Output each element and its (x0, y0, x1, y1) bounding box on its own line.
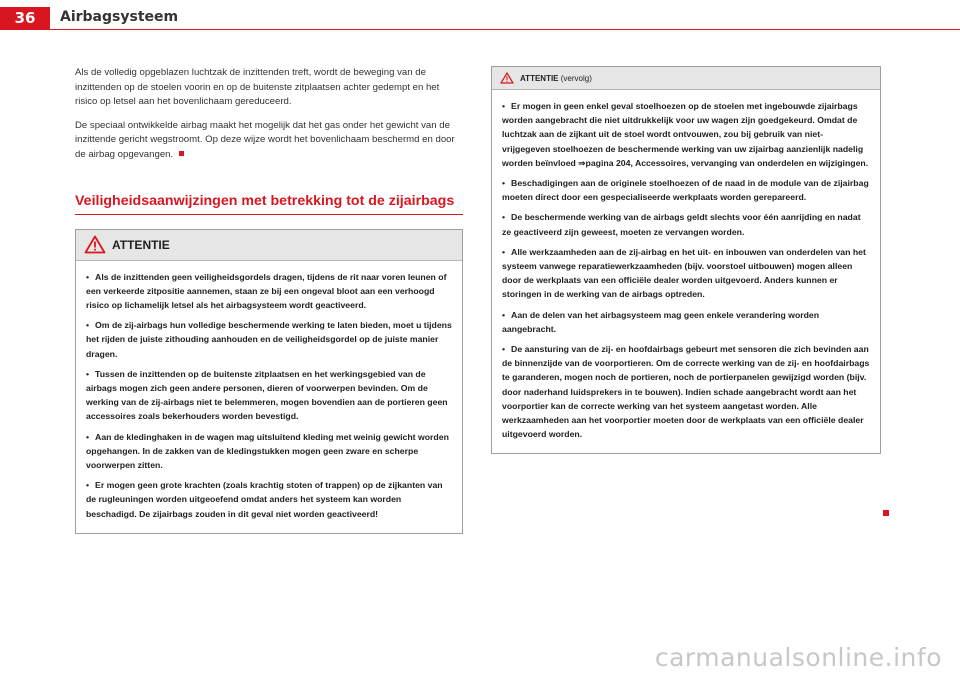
watermark: carmanualsonline.info (654, 643, 942, 672)
warning-triangle-icon (84, 235, 106, 254)
warning-header-continued (492, 67, 880, 90)
warning-item: • Alle werkzaamheden aan de zij-airbag en het uit- en inbouwen van onderdelen van het systeem vanwege reparatiewerkzaamheden (bijv. voorstoel uitbouwen) mogen alleen door de werkplaats van een officiële dealer worden uitgevoerd. Anders kunnen er storingen in de werking van de airbags optreden. (502, 246, 866, 300)
right-column (491, 66, 881, 454)
page-header (0, 0, 960, 30)
warning-item: • De beschermende werking van de airbags geldt slechts voor één aanrijding en nadat ze geactiveerd zijn geweest, moeten ze vervangen worden. (502, 212, 861, 237)
warning-body (76, 261, 462, 533)
warning-end-marker (883, 510, 889, 516)
intro-paragraph-2 (75, 119, 463, 163)
warning-box-left (75, 229, 463, 534)
page-number: 36 (0, 7, 50, 30)
section-end-marker (179, 151, 184, 156)
warning-title: ATTENTIE (112, 237, 170, 252)
header-rule (50, 29, 960, 30)
warning-body (492, 90, 880, 453)
page-title: Airbagsysteem (60, 9, 179, 25)
left-column (75, 66, 463, 534)
warning-item: • Als de inzittenden geen veiligheidsgordels dragen, tijdens de rit naar voren leunen of een verkeerde zitpositie aannemen, staan ze bij een ongeval bloot aan een verhoogd risico op lichamelijk letsel als het airbagsysteem wordt geactiveerd. (86, 271, 447, 310)
warning-item: • Er mogen geen grote krachten (zoals krachtig stoten of trappen) op de zijkanten van de rugleuningen worden uitgeoefend omdat anders het systeem kan worden beschadigd. De zijairbags zouden in dit geval niet worden geactiveerd! (86, 480, 443, 519)
warning-item: • Beschadigingen aan de originele stoelhoezen of de naad in de module van de zijairbag moeten direct door een gespecialiseerde werkplaats worden gerepareerd. (502, 178, 869, 203)
warning-triangle-icon (500, 72, 514, 84)
warning-item: • Er mogen in geen enkel geval stoelhoezen op de stoelen met ingebouwde zijairbags worden aangebracht die niet uitdrukkelijk voor uw wagen zijn goedgekeurd. Omdat de luchtzak aan de zijkant uit de stoel wordt ontvouwen, zou bij gebruik van niet-vrijgegeven stoelhoezen de beschermende werking van uw zijairbag aanzienlijk nadelig worden beïnvloed ⇒pagina 204, Accessoires, vervanging van onderdelen en wijzigingen. (502, 101, 869, 168)
section-heading: Veiligheidsaanwijzingen met betrekking tot de zijairbags (75, 193, 463, 215)
warning-item: • Aan de kledinghaken in de wagen mag uitsluitend kleding met weinig gewicht worden opgehangen. In de zakken van de kledingstukken mogen geen zware en scherpe voorwerpen zitten. (86, 431, 449, 470)
warning-item: • Aan de delen van het airbagsysteem mag geen enkele verandering worden aangebracht. (502, 309, 820, 334)
warning-title: ATTENTIE (vervolg) (520, 73, 592, 83)
intro-paragraph-1: Als de volledig opgeblazen luchtzak de inzittenden treft, wordt de beweging van de inzittenden op de stoelen voorin en op de buitenste zitplaatsen achter gedempt en het risico op letsel aan het bovenlichaam gereduceerd. (75, 67, 440, 108)
warning-header (76, 230, 462, 261)
intro-paragraph-2-text: De speciaal ontwikkelde airbag maakt het mogelijk dat het gas onder het gewicht van de inzittende gericht wegstroomt. Op deze wijze wordt het bovenlichaam beschermd en door de airbag opgevangen. (75, 119, 455, 160)
warning-item: • Tussen de inzittenden op de buitenste zitplaatsen en het werkingsgebied van de airbags mogen zich geen andere personen, dieren of voorwerpen bevinden. Om de werking van de zij-airbags niet te belemmeren, mogen bovendien aan de portieren geen accessoires zoals bekerhouders worden bevestigd. (86, 368, 448, 422)
warning-item: • Om de zij-airbags hun volledige beschermende werking te laten bieden, moet u tijdens het rijden de juiste zithouding aanhouden en de veiligheidsgordel op de juiste manier dragen. (86, 320, 452, 359)
warning-box-right (491, 66, 881, 454)
warning-item: • De aansturing van de zij- en hoofdairbags gebeurt met sensoren die zich bevinden aan de binnenzijde van de voorportieren. Om de correcte werking van de zij- en hoofdairbags te garanderen, mogen noch de portieren, noch de portierpanelen gewijzigd worden (bijv. door naderhand luidsprekers in te bouwen). Indien schade aangebracht wordt aan het voorportier kan de correcte werking van het systeem aangetast worden. Alle werkzaamheden aan het voorportier moeten door de werkplaats van een officiële dealer uitgevoerd worden. (502, 344, 870, 440)
